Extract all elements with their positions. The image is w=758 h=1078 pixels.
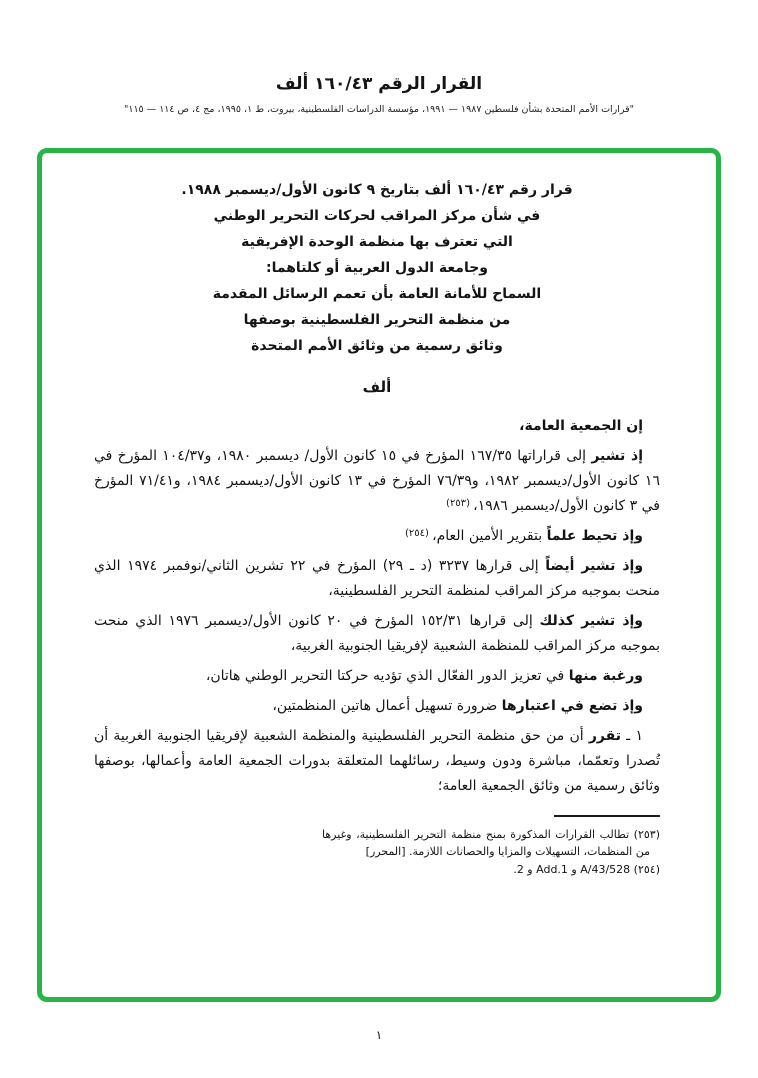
paragraph-lead: إذ تشير	[591, 448, 643, 464]
paragraph-text: إلى قراراتها ١٦٧/٣٥ المؤرخ في ١٥ كانون الأول/ ديسمبر ١٩٨٠، و١٠٤/٣٧ المؤرخ في ١٦ كانون الأول/ديسمبر ١٩٨٢، و٧٦/٣٩ المؤرخ في ١٣ كانون الأول/ديسمبر ١٩٨٤، و٧١/٤١ المؤرخ في ٣ كانون الأول/ديسمبر ١٩٨٦،	[94, 448, 660, 514]
paragraph	[94, 444, 660, 519]
paragraph-text: إلى قرارها ١٥٢/٣١ المؤرخ في ٢٠ كانون الأول/ديسمبر ١٩٧٦ الذي منحت بموجبه مركز المراقب للمنظمة الشعبية لإفريقيا الجنوبية الغربية،	[94, 613, 660, 654]
section-label: ألف	[362, 378, 392, 396]
document-heading-line: السماح للأمانة العامة بأن تعمم الرسائل المقدمة	[212, 286, 542, 302]
paragraph-lead: وإذ تشير كذلك	[539, 613, 644, 629]
page-title: القرار الرقم ١٦٠/٤٣ ألف	[275, 74, 483, 94]
document-heading-line: من منظمة التحرير الفلسطينية بوصفها	[243, 312, 511, 328]
document-heading-line: قرار رقم ١٦٠/٤٣ ألف بتاريخ ٩ كانون الأول/ديسمبر ١٩٨٨.	[181, 182, 573, 198]
paragraph-text: ضرورة تسهيل أعمال هاتين المنظمتين،	[272, 698, 502, 714]
paragraph-pre: ١ ـ	[620, 728, 643, 744]
paragraph-lead: تقرر	[588, 728, 621, 744]
document-heading-line: وجامعة الدول العربية أو كلتاهما:	[265, 260, 488, 276]
paragraph-lead: وإذ تحيط علماً	[546, 528, 643, 544]
paragraph-lead: وإذ تضع في اعتبارها	[501, 698, 643, 714]
paragraph	[94, 609, 660, 659]
document-heading-line: التي تعترف بها منظمة الوحدة الإفريقية	[241, 234, 513, 250]
paragraph	[94, 724, 660, 799]
paragraph	[94, 664, 660, 689]
footnote-ref: (٢٥٤)	[404, 528, 433, 539]
footnote: (٢٥٤) A/43/528 و Add.1 و 2.	[513, 863, 660, 876]
paragraph	[94, 554, 660, 604]
document-frame	[37, 148, 721, 1002]
footnote-separator	[554, 815, 660, 817]
footnote: (٢٥٣) تطالب القرارات المذكورة بمنح منظمة التحرير الفلسطينية، وغيرها من المنظمات، التسهيلات والمزايا والحصانات اللازمة. [المحرر]	[322, 828, 660, 858]
document-heading-line: وثائق رسمية من وثائق الأمم المتحدة	[251, 338, 503, 354]
paragraph-text: بتقرير الأمين العام،	[432, 528, 547, 544]
paragraph-text: أن من حق منظمة التحرير الفلسطينية والمنظمة الشعبية لإفريقيا الجنوبية الغربية أن تُصدرا وتعمّما، مباشرة ودون وسيط، رسائلهما المتعلقة بدورات الجمعية العامة وأعمالها، بوصفها وثائق رسمية من وثائق الجمعية العامة؛	[94, 728, 660, 794]
paragraph-text: في تعزيز الدور الفعّال الذي تؤديه حركتا التحرير الوطني هاتان،	[205, 668, 569, 684]
paragraph	[94, 694, 660, 719]
document-heading	[94, 177, 660, 359]
paragraph-lead: ورغبة منها	[568, 668, 643, 684]
source-citation: "قرارات الأمم المتحدة بشأن فلسطين ١٩٨٧ — ١٩٩١، مؤسسة الدراسات الفلسطينية، بيروت، ط ١، ١٩٩٥، مج ٤، ص ١١٤ — ١١٥"	[123, 104, 635, 115]
page-number: ١	[375, 1028, 383, 1042]
footnotes	[322, 827, 660, 879]
paragraph-lead: وإذ تشير أيضاً	[545, 558, 644, 574]
paragraph-lead: إن الجمعية العامة،	[519, 418, 643, 434]
paragraph	[94, 524, 660, 549]
document-heading-line: في شأن مركز المراقب لحركات التحرير الوطني	[213, 208, 541, 224]
footnote-ref: (٢٥٣)	[446, 498, 474, 509]
document-content	[42, 153, 716, 879]
paragraph-text: إلى قرارها ٣٢٣٧ (د ـ ٢٩) المؤرخ في ٢٢ تشرين الثاني/نوفمبر ١٩٧٤ الذي منحت بموجبه مركز المراقب لمنظمة التحرير الفلسطينية،	[94, 558, 660, 599]
paragraph	[94, 414, 660, 439]
